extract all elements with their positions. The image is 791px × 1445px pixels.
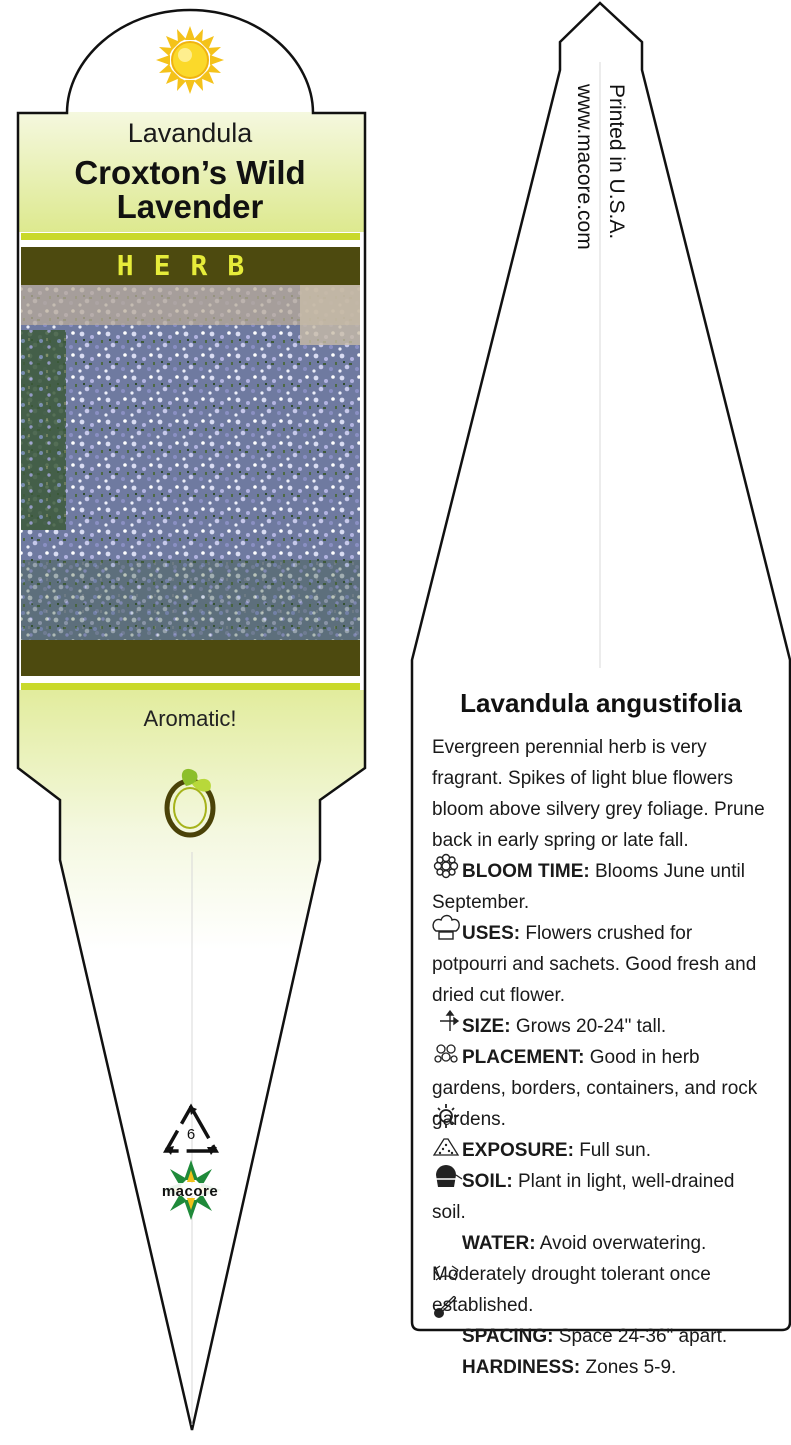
sun-icon xyxy=(156,26,224,94)
website-label: www.macore.com xyxy=(573,84,596,250)
category-label: HERB xyxy=(116,249,265,282)
care-item-bloom: BLOOM TIME: Blooms June until September. xyxy=(432,861,745,913)
care-item-exposure: EXPOSURE: Full sun. xyxy=(462,1140,652,1161)
genus-name: Lavandula xyxy=(127,118,253,148)
care-item-water: WATER: Avoid overwatering. Moderately drought tolerant once established. xyxy=(432,1233,711,1316)
care-item-hardiness: HARDINESS: Zones 5-9. xyxy=(462,1357,677,1378)
care-item-spacing: SPACING: Space 24-36" apart. xyxy=(462,1326,728,1347)
description: Evergreen perennial herb is very fragrant. Spikes of light blue flowers bloom above silvery grey foliage. Prune back in early spring or late fall. xyxy=(432,737,765,851)
care-item-placement: PLACEMENT: Good in herb gardens, borders, containers, and rock gardens. xyxy=(432,1047,758,1130)
care-details xyxy=(432,732,772,1383)
common-name-line2: Lavender xyxy=(116,188,264,225)
botanical-name: Lavandula angustifolia xyxy=(460,688,742,718)
care-item-soil: SOIL: Plant in light, well-drained soil. xyxy=(432,1171,735,1223)
care-item-size: SIZE: Grows 20-24" tall. xyxy=(462,1016,667,1037)
common-name-line1: Croxton’s Wild xyxy=(74,154,306,191)
lavender-photo xyxy=(21,285,360,640)
recycle-code: 6 xyxy=(186,1126,196,1143)
tagline: Aromatic! xyxy=(143,706,237,731)
care-item-uses: USES: Flowers crushed for potpourri and sachets. Good fresh and dried cut flower. xyxy=(432,923,757,1006)
common-name xyxy=(20,156,360,224)
brand-name: macore xyxy=(161,1183,219,1200)
printed-in-label: Printed in U.S.A. xyxy=(605,84,628,240)
